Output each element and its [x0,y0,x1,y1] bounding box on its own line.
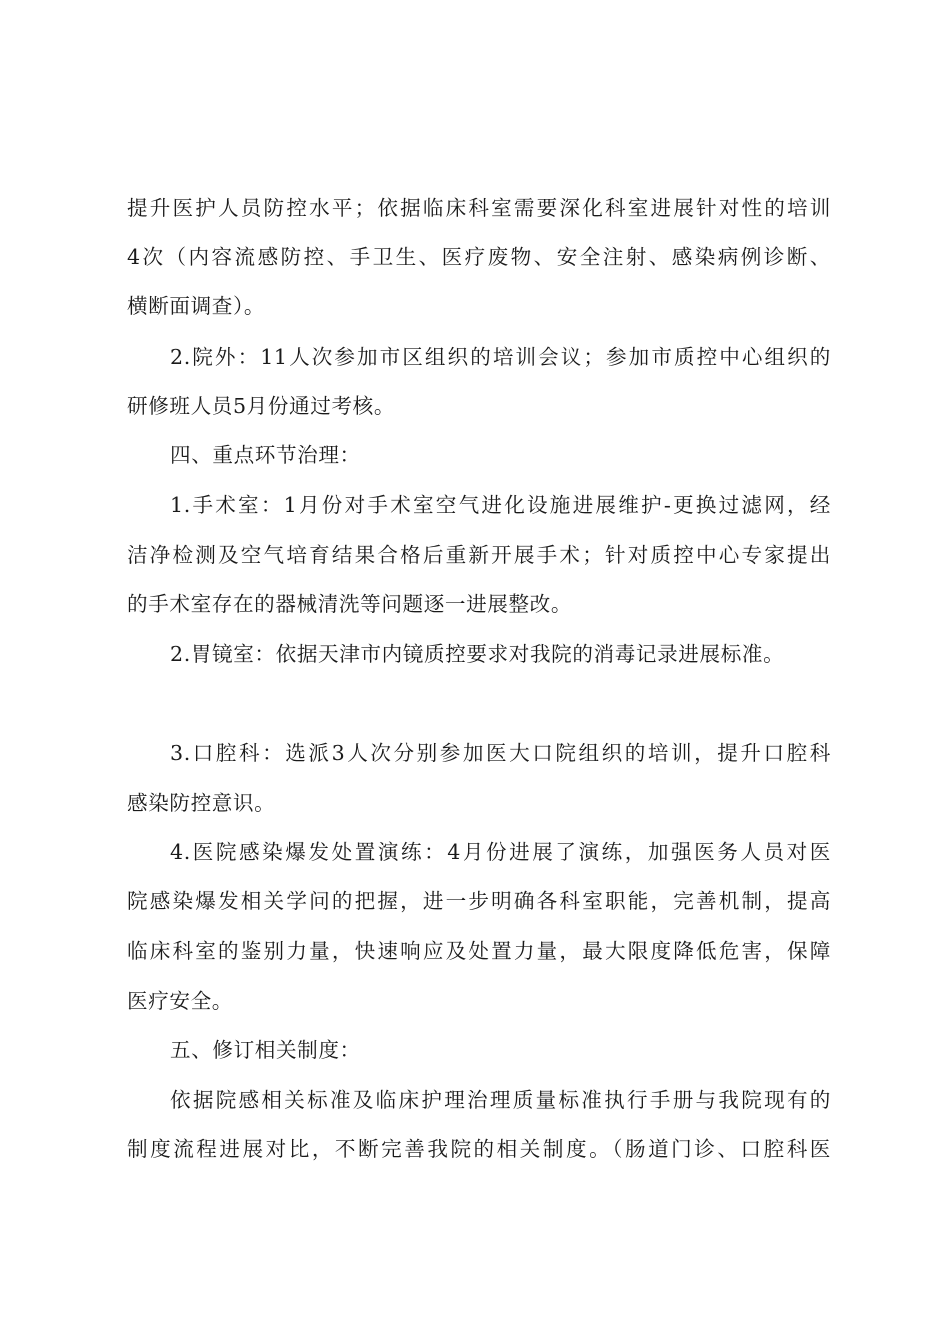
paragraph-line: 的手术室存在的器械清洗等问题逐一进展整改。 [127,592,573,616]
paragraph-line: 洁净检测及空气培育结果合格后重新开展手术；针对质控中心专家提出 [127,543,831,567]
paragraph-line: 2.院外：11人次参加市区组织的培训会议；参加市质控中心组织的 [170,345,831,369]
paragraph-line: 提升医护人员防控水平；依据临床科室需要深化科室进展针对性的培训 [127,196,831,220]
paragraph-line: 横断面调查）。 [127,294,266,318]
section-heading: 五、修订相关制度： [170,1038,361,1062]
paragraph-line: 4次（内容流感防控、手卫生、医疗废物、安全注射、感染病例诊断、 [127,245,831,269]
paragraph-line: 制度流程进展对比，不断完善我院的相关制度。（肠道门诊、口腔科医 [127,1137,831,1161]
paragraph-line: 3.口腔科：选派3人次分别参加医大口院组织的培训，提升口腔科 [170,741,831,765]
paragraph-line: 临床科室的鉴别力量，快速响应及处置力量，最大限度降低危害，保障 [127,939,831,963]
paragraph-line: 研修班人员5月份通过考核。 [127,394,396,418]
paragraph-line: 2.胃镜室：依据天津市内镜质控要求对我院的消毒记录进展标准。 [170,642,785,666]
paragraph-line: 4.医院感染爆发处置演练：4月份进展了演练，加强医务人员对医 [170,840,831,864]
paragraph-line: 院感染爆发相关学问的把握，进一步明确各科室职能，完善机制，提高 [127,889,831,913]
section-heading: 四、重点环节治理： [170,443,361,467]
paragraph-line: 感染防控意识。 [127,791,276,815]
paragraph-line: 依据院感相关标准及临床护理治理质量标准执行手册与我院现有的 [170,1088,831,1112]
paragraph-line: 1.手术室：1月份对手术室空气进化设施进展维护-更换过滤网，经 [170,493,831,517]
paragraph-line: 医疗安全。 [127,989,233,1013]
